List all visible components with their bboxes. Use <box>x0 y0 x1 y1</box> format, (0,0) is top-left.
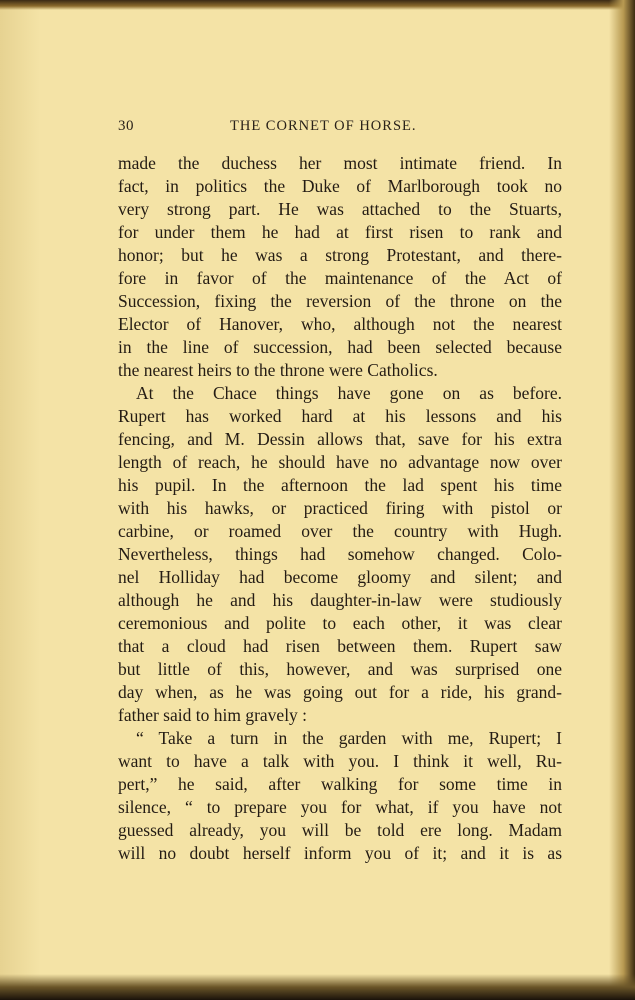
text-line: fencing, and M. Dessin allows that, save for his extra <box>118 429 562 449</box>
text-line: his pupil. In the afternoon the lad spent his time <box>118 475 562 495</box>
text-line: guessed already, you will be told ere long. Madam <box>118 820 562 840</box>
text-line: Rupert has worked hard at his lessons and his <box>118 406 562 426</box>
text-line: nel Holliday had become gloomy and silent; and <box>118 567 562 587</box>
text-line: father said to him gravely : <box>118 705 308 725</box>
paragraph <box>118 152 562 382</box>
text-line: At the Chace things have gone on as before. <box>136 383 562 403</box>
text-line: want to have a talk with you. I think it well, Ru- <box>118 751 562 771</box>
page-number: 30 <box>118 118 134 134</box>
text-line: “ Take a turn in the garden with me, Rupert; I <box>136 728 562 748</box>
text-line: carbine, or roamed over the country with Hugh. <box>118 521 562 541</box>
paragraph <box>118 727 562 865</box>
text-line: Succession, fixing the reversion of the throne on the <box>118 291 562 311</box>
text-line: day when, as he was going out for a ride, his grand- <box>118 682 562 702</box>
text-line: made the duchess her most intimate friend. In <box>118 153 562 173</box>
text-line: honor; but he was a strong Protestant, and there- <box>118 245 562 265</box>
text-line: with his hawks, or practiced firing with pistol or <box>118 498 562 518</box>
page-edge-top <box>0 0 635 10</box>
page-header <box>118 116 562 138</box>
text-line: the nearest heirs to the throne were Catholics. <box>118 360 438 380</box>
page-edge-right <box>609 0 635 1000</box>
body-text <box>118 152 562 865</box>
text-line: very strong part. He was attached to the Stuarts, <box>118 199 562 219</box>
text-line: silence, “ to prepare you for what, if you have not <box>118 797 562 817</box>
page-edge-bottom <box>0 974 635 1000</box>
text-line: Nevertheless, things had somehow changed. Colo- <box>118 544 562 564</box>
text-line: length of reach, he should have no advantage now over <box>118 452 562 472</box>
text-line: Elector of Hanover, who, although not the nearest <box>118 314 562 334</box>
text-line: although he and his daughter-in-law were studiously <box>118 590 562 610</box>
text-line: in the line of succession, had been selected because <box>118 337 562 357</box>
text-line: fact, in politics the Duke of Marlborough took no <box>118 176 562 196</box>
text-line: will no doubt herself inform you of it; and it is as <box>118 843 562 863</box>
running-head: THE CORNET OF HORSE. <box>230 118 417 134</box>
text-line: pert,” he said, after walking for some time in <box>118 774 562 794</box>
text-line: ceremonious and polite to each other, it was clear <box>118 613 562 633</box>
text-line: but little of this, however, and was surprised one <box>118 659 562 679</box>
text-line: that a cloud had risen between them. Rupert saw <box>118 636 562 656</box>
paragraph <box>118 382 562 727</box>
page-shadow-left <box>0 0 40 1000</box>
text-line: for under them he had at first risen to rank and <box>118 222 562 242</box>
text-line: fore in favor of the maintenance of the Act of <box>118 268 562 288</box>
